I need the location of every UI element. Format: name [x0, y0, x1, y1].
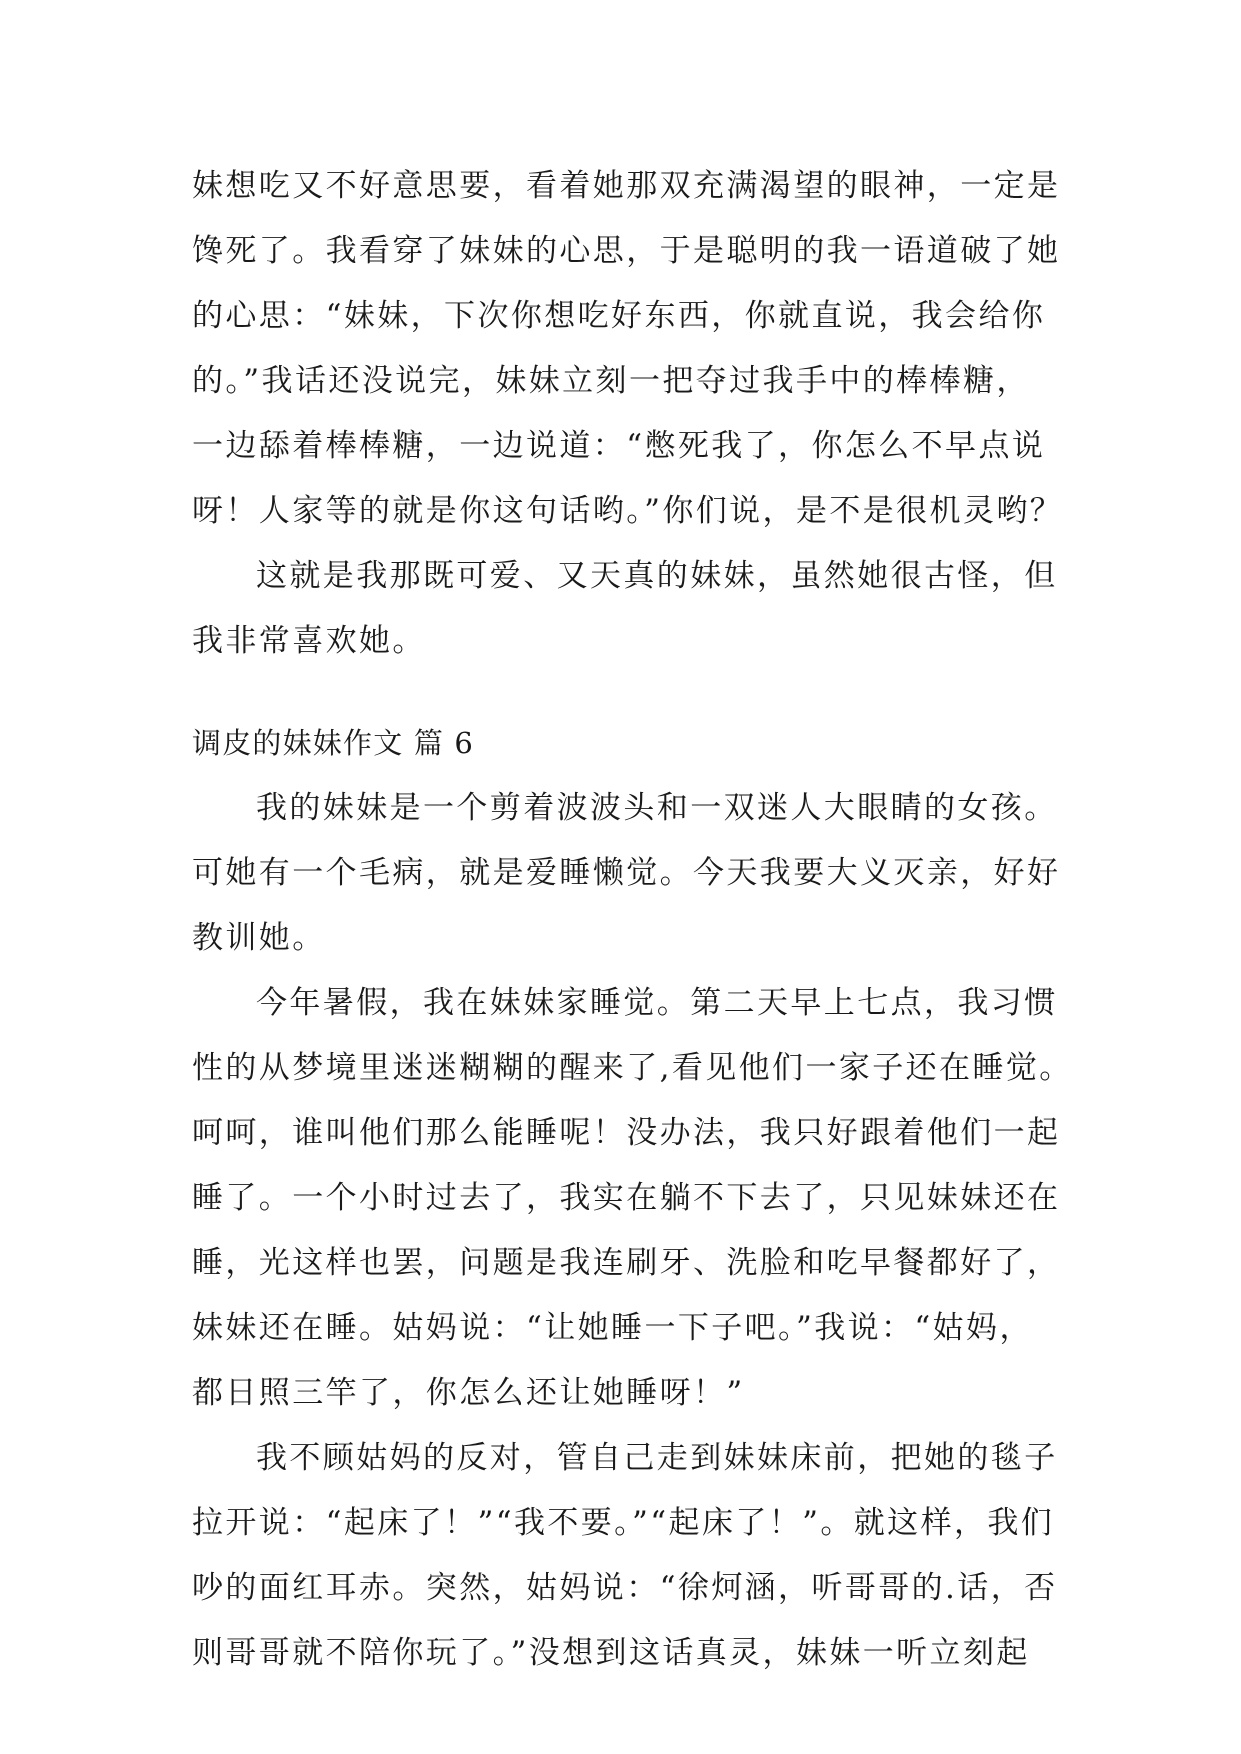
text-line: 妹妹还在睡。姑妈说：“让她睡一下子吧。”我说：“姑妈，: [192, 1310, 1033, 1346]
text-line: 呵呵，谁叫他们那么能睡呢！没办法，我只好跟着他们一起: [192, 1115, 1061, 1151]
text-line: 拉开说：“起床了！”“我不要。”“起床了！”。就这样，我们: [192, 1505, 1055, 1541]
text-line: 我不顾姑妈的反对，管自己走到妹妹床前，把她的毯子: [256, 1440, 1058, 1476]
text-line: 则哥哥就不陪你玩了。”没想到这话真灵，妹妹一听立刻起: [192, 1635, 1030, 1671]
text-line: 我的妹妹是一个剪着波波头和一双迷人大眼睛的女孩。: [256, 790, 1058, 826]
text-line: 我非常喜欢她。: [192, 623, 426, 659]
text-line: 今年暑假，我在妹妹家睡觉。第二天早上七点，我习惯: [256, 985, 1058, 1021]
text-line: 教训她。: [192, 920, 326, 956]
text-line: 睡了。一个小时过去了，我实在躺不下去了，只见妹妹还在: [192, 1180, 1061, 1216]
section-heading: 调皮的妹妹作文 篇 6: [192, 726, 475, 760]
text-line: 性的从梦境里迷迷糊糊的醒来了,看见他们一家子还在睡觉。: [192, 1050, 1073, 1086]
text-line: 都日照三竿了，你怎么还让她睡呀！”: [192, 1375, 745, 1411]
text-line: 馋死了。我看穿了妹妹的心思，于是聪明的我一语道破了她: [192, 233, 1061, 269]
text-line: 睡，光这样也罢，问题是我连刷牙、洗脸和吃早餐都好了，: [192, 1245, 1061, 1281]
text-line: 可她有一个毛病，就是爱睡懒觉。今天我要大义灭亲，好好: [192, 855, 1061, 891]
text-line: 的。”我话还没说完，妹妹立刻一把夺过我手中的棒棒糖，: [192, 363, 1030, 399]
text-line: 这就是我那既可爱、又天真的妹妹，虽然她很古怪，但: [256, 558, 1058, 594]
text-line: 吵的面红耳赤。突然，姑妈说：“徐炣涵，听哥哥的.话，否: [192, 1570, 1058, 1606]
text-line: 的心思：“妹妹，下次你想吃好东西，你就直说，我会给你: [192, 298, 1046, 334]
text-line: 呀！人家等的就是你这句话哟。”你们说，是不是很机灵哟？: [192, 493, 1064, 529]
text-line: 一边舔着棒棒糖，一边说道：“憋死我了，你怎么不早点说: [192, 428, 1046, 464]
text-line: 妹想吃又不好意思要，看着她那双充满渴望的眼神，一定是: [192, 168, 1061, 204]
